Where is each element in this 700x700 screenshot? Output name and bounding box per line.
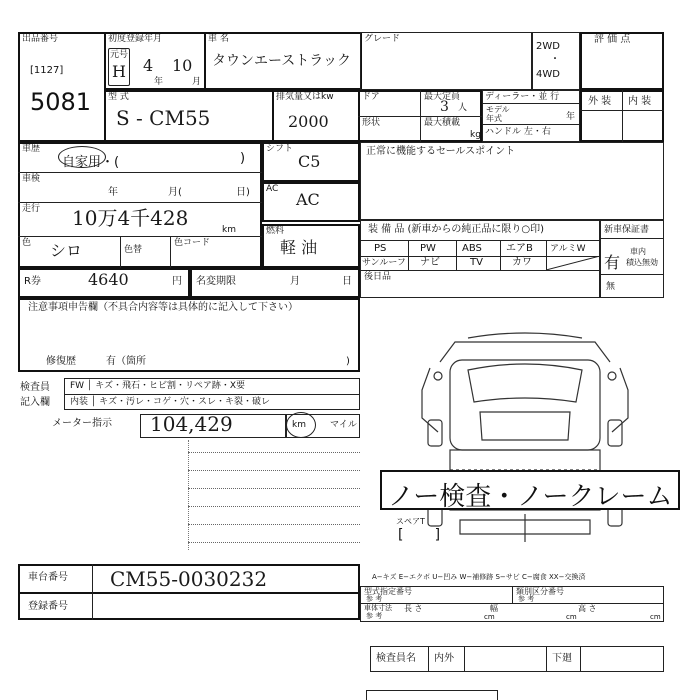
inspection-year: 年 [108,187,118,198]
notes-label: 注意事項申告欄（不具合内容等は具体的に記入して下さい） [28,302,298,313]
width-cm: cm [566,613,577,621]
recycle-label: R券 [24,276,41,287]
meter-label: メーター指示 [52,418,112,429]
history-close: ) [240,151,246,166]
meter-km: km [292,420,306,430]
chassis-label: 車台番号 [28,572,68,583]
repair-close: ) [346,356,350,367]
equip-tv: TV [470,257,483,268]
name-change-day: 日 [342,276,352,287]
chassis-value: CM55-0030232 [110,567,268,591]
category-label: 類別区分番号 [516,587,564,596]
capacity-value: 3 [440,99,449,115]
warranty-within-1: 車内 [630,247,646,256]
recycle-value: 4640 [88,270,129,289]
equip-alloy: アルミW [550,244,586,254]
era-label: 元号 [110,50,129,60]
model-spec-ref: 参 考 [366,595,383,603]
drive-4wd: 4WD [536,69,560,80]
size-ref: 参 考 [366,612,383,620]
car-name-value: タウンエーストラック [212,53,352,69]
dealer-label: ディーラー・並 行 [485,92,560,102]
legend: A−キズ E−エクボ U−凹み W−補修跡 S−サビ C−腐食 XX−交換済 [372,573,586,581]
shift-label: シフト [266,144,294,154]
shift-value: C5 [298,152,321,171]
year-unit: 年 [154,77,164,87]
meter-km-circle [286,412,316,438]
inside-outside-label: 内外 [434,653,454,664]
mileage-label: 走行 [22,204,41,214]
handle-label: ハンドル 左・右 [485,127,551,137]
grade-label: グレード [364,34,401,44]
inspector-name-label: 検査員名 [376,653,416,664]
shape-label: 形状 [362,118,381,128]
lot-tag: [1127] [30,65,64,76]
car-name-label: 車 名 [208,34,229,44]
history-label: 車歴 [22,144,41,154]
exterior-label: 外 装 [588,96,612,107]
color-label: 色 [22,238,32,248]
equip-blank-slash [546,256,600,270]
inspector-row-2: 内装 │ キズ・汚レ・コゲ・穴・スレ・キ裂・破レ [70,397,270,407]
stamp-text: ノー検査・ノークレーム [388,482,673,512]
spare-label: スペアT [396,517,425,526]
color-code-label: 色コード [174,238,211,248]
interior-label: 内 装 [628,96,652,107]
model-label: 型 式 [108,92,129,102]
category-ref: 参 考 [518,595,535,603]
door-label: ドア [362,92,380,102]
warranty-label: 新車保証書 [604,225,650,235]
sales-point-label: 正常に機能するセールスポイント [366,146,516,157]
equip-pw: PW [420,243,436,254]
equip-sunroof: サンルーフ [362,258,406,268]
ac-label: AC [266,184,279,194]
warranty-yes: 有 [604,253,621,272]
displacement-value: 2000 [288,112,329,131]
inspection-day: 日) [236,187,250,198]
warranty-within-2: 積込無効 [626,258,658,267]
after-label: 後日品 [364,272,392,282]
warranty-no: 無 [606,282,616,292]
model-value: S - CM55 [116,106,211,130]
era-value: H [112,62,126,81]
width-label: 幅 [490,604,498,613]
inspector-row-1: FW │ キズ・飛石・ヒビ割・リペア跡・X要 [70,381,246,391]
equip-ps: PS [374,243,387,254]
height-label: 高 さ [578,604,597,613]
reg-month-value: 10 [172,56,193,75]
inspection-label: 車検 [22,174,41,184]
lot-label: 出品番号 [22,34,59,44]
equip-airbag: エアB [506,243,533,254]
drive-dot: ・ [550,54,560,65]
reg-label: 登録番号 [28,601,68,612]
lot-number: 5081 [30,88,92,116]
name-change-label: 名変期限 [196,276,236,287]
reg-year-value: 4 [143,56,154,75]
ac-value: AC [296,190,320,209]
inspector-label-2: 記入欄 [20,397,50,408]
load-label: 最大積載 [424,118,461,128]
model-year-unit: 年 [566,112,576,122]
capacity-label: 最大定員 [424,92,461,102]
length-label: 長 さ [404,604,423,613]
drive-2wd: 2WD [536,41,560,52]
equip-abs: ABS [462,243,482,254]
model-spec-label: 型式指定番号 [364,587,412,596]
recycle-unit: 円 [172,276,182,287]
repair-value: 有（箇所 [106,356,146,367]
fuel-label: 燃料 [266,226,285,236]
equip-navi: ナビ [420,257,440,268]
equip-leather: カワ [512,257,532,268]
load-unit: kg [470,130,481,140]
bottom-label: 下廻 [552,653,572,664]
month-unit: 月 [192,77,202,87]
size-label: 車体寸法 [364,604,392,612]
name-change-month: 月 [290,276,300,287]
color-value: シロ [50,241,83,260]
fuel-value: 軽 油 [280,238,318,257]
inspector-label-1: 検査員 [20,382,50,393]
model-year-label-2: 年式 [486,114,502,123]
repair-label: 修復歴 [46,356,76,367]
inspection-month: 月( [168,187,182,198]
mileage-value: 10万4千428 [72,206,189,230]
history-value: 自家用・( [62,155,120,170]
meter-mile: マイル [330,420,357,430]
meter-value: 104,429 [150,412,233,436]
displacement-label: 排気量又はkw [276,92,334,102]
score-label: 評 価 点 [594,34,631,45]
capacity-unit: 人 [458,103,468,113]
spare-bracket: [ ] [398,527,441,543]
model-year-label-1: モデル [486,105,510,114]
lot-box [18,32,106,142]
color-change-label: 色替 [124,245,143,255]
height-cm: cm [650,613,661,621]
bottom-stub [366,690,498,700]
first-reg-label: 初度登録年月 [108,34,163,44]
mileage-unit: km [222,225,236,235]
equipment-label: 装 備 品 (新車からの純正品に限り○印) [368,224,545,235]
length-cm: cm [484,613,495,621]
